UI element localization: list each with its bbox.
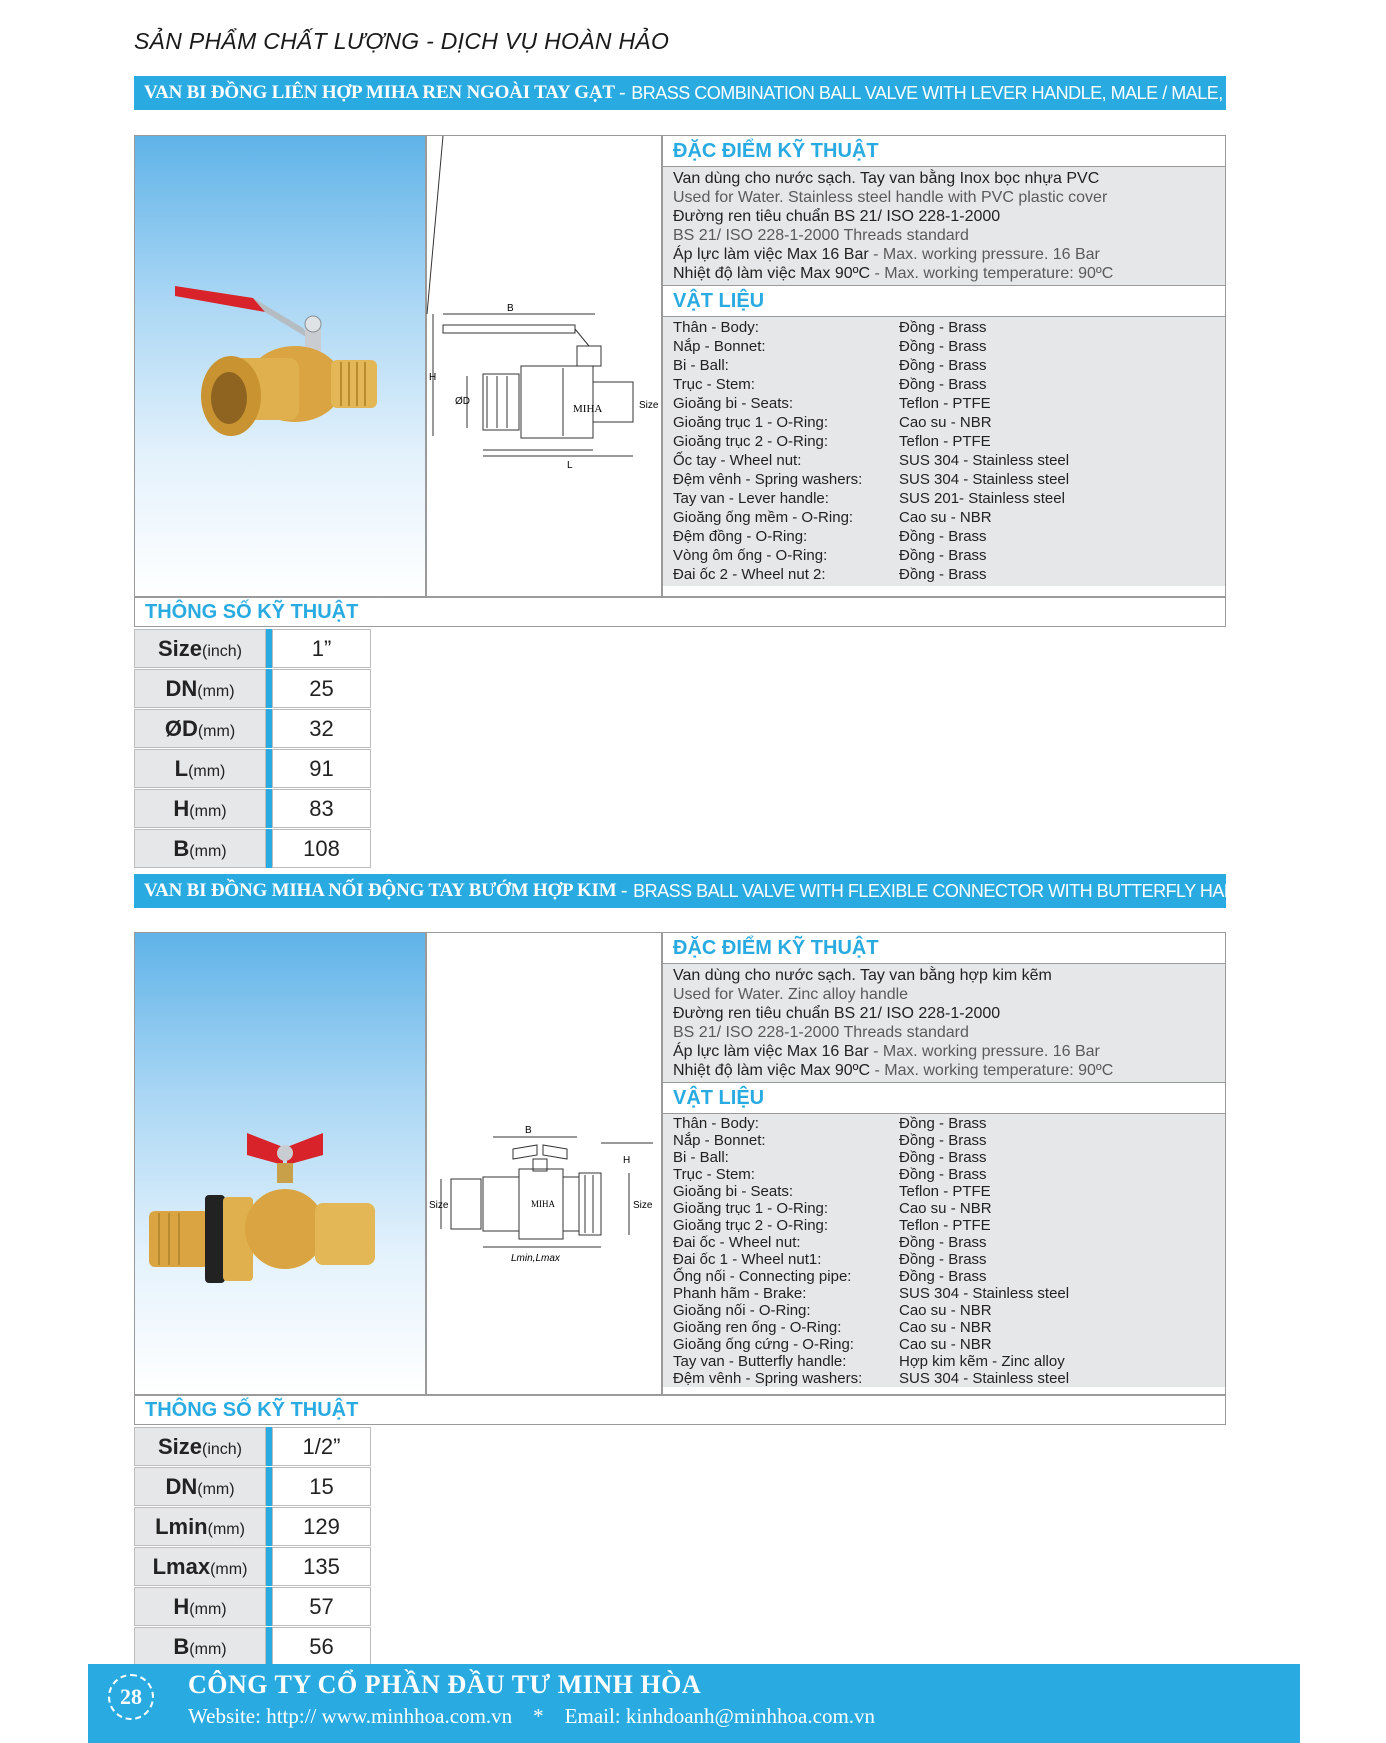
material-part: Thân - Body: <box>673 1115 759 1132</box>
material-part: Tay van - Lever handle: <box>673 490 829 507</box>
material-value: Đồng - Brass <box>899 1234 987 1251</box>
material-value: Đồng - Brass <box>899 528 987 545</box>
material-part: Đai ốc 2 - Wheel nut 2: <box>673 566 826 583</box>
material-row <box>673 1285 1215 1302</box>
product1-features <box>663 167 1225 286</box>
material-row <box>673 432 1215 451</box>
material-row <box>673 1200 1215 1217</box>
product2-params-table <box>134 1427 371 1667</box>
product2-title-vn: VAN BI ĐỒNG MIHA NỐI ĐỘNG TAY BƯỚM HỢP KIM - <box>144 880 628 901</box>
material-row <box>673 1268 1215 1285</box>
param-name: L <box>174 756 189 781</box>
material-value: SUS 304 - Stainless steel <box>899 1285 1070 1302</box>
param-value: 91 <box>272 749 371 788</box>
material-value: Đồng - Brass <box>899 319 987 336</box>
material-value: SUS 304 - Stainless steel <box>899 471 1070 488</box>
material-value: Đồng - Brass <box>899 547 987 564</box>
param-label <box>134 1587 266 1626</box>
param-unit: (mm) <box>210 1561 248 1578</box>
material-row <box>673 1319 1215 1336</box>
feature-pressure-en: - Max. working pressure. 16 Bar <box>868 1043 1100 1060</box>
valve-dimension-drawing <box>427 136 661 596</box>
material-part: Gioăng trục 2 - O-Ring: <box>673 1217 829 1234</box>
product1-technical-drawing <box>426 135 662 597</box>
material-row <box>673 489 1215 508</box>
dim-size-label: Size <box>639 400 659 411</box>
param-unit: (mm) <box>207 1521 245 1538</box>
company-contact: Website: http:// www.minhhoa.com.vn * Email: kinhdoanh@minhhoa.com.vn <box>188 1704 876 1728</box>
product2-features-heading: ĐẶC ĐIỂM KỸ THUẬT <box>663 933 1225 964</box>
material-row <box>673 356 1215 375</box>
param-name: DN <box>165 1474 198 1499</box>
material-part: Bi - Ball: <box>673 1149 729 1166</box>
param-value: 108 <box>272 829 371 868</box>
material-value: Đồng - Brass <box>899 566 987 583</box>
material-part: Bi - Ball: <box>673 357 729 374</box>
param-row <box>134 829 371 868</box>
param-unit: (mm) <box>189 843 227 860</box>
material-row <box>673 470 1215 489</box>
product2-materials-list <box>663 1114 1225 1387</box>
param-name: Lmin <box>155 1514 208 1539</box>
param-value: 1/2” <box>272 1427 371 1466</box>
param-name: H <box>173 1594 190 1619</box>
feature-temp-en: - Max. working temperature: 90ºC <box>870 1062 1114 1079</box>
feature-line: Đường ren tiêu chuẩn BS 21/ ISO 228-1-2000 <box>673 208 1001 225</box>
param-name: DN <box>165 676 198 701</box>
material-row <box>673 508 1215 527</box>
feature-temp-en: - Max. working temperature: 90ºC <box>870 265 1114 282</box>
material-value: Đồng - Brass <box>899 1115 987 1132</box>
material-part: Đệm vênh - Spring washers: <box>673 471 863 488</box>
product1-materials-heading: VẬT LIỆU <box>663 286 1225 317</box>
param-label <box>134 1547 266 1586</box>
material-part: Đai ốc 1 - Wheel nut1: <box>673 1251 822 1268</box>
product2-title-en: BRASS BALL VALVE WITH FLEXIBLE CONNECTOR WITH BUTTERFLY HANDLE, MIHA BRAND <box>633 880 1386 901</box>
material-row <box>673 1336 1215 1353</box>
material-value: Cao su - NBR <box>899 1336 992 1353</box>
material-value: SUS 304 - Stainless steel <box>899 452 1070 469</box>
material-part: Đai ốc - Wheel nut: <box>673 1234 801 1251</box>
param-name: B <box>173 1634 190 1659</box>
drawing-brand-label: MIHA <box>573 403 603 415</box>
feature-line: Đường ren tiêu chuẩn BS 21/ ISO 228-1-2000 <box>673 1005 1001 1022</box>
param-name: ØD <box>164 716 198 741</box>
param-value: 57 <box>272 1587 371 1626</box>
product2-params-heading: THÔNG SỐ KỸ THUẬT <box>134 1395 1226 1425</box>
dim-b-label: B <box>525 1125 532 1136</box>
param-label <box>134 1507 266 1546</box>
param-label <box>134 749 266 788</box>
product1-title-banner <box>134 76 1335 110</box>
material-part: Nắp - Bonnet: <box>673 338 766 355</box>
material-part: Ốc tay - Wheel nut: <box>673 452 802 469</box>
feature-line <box>673 1061 1215 1080</box>
product1-features-heading: ĐẶC ĐIỂM KỸ THUẬT <box>663 136 1225 167</box>
material-row <box>673 1353 1215 1370</box>
material-part: Đệm vênh - Spring washers: <box>673 1370 863 1387</box>
page-footer <box>88 1664 1300 1743</box>
param-unit: (inch) <box>202 643 243 660</box>
product2-technical-drawing <box>426 932 662 1395</box>
material-part: Gioăng ren ống - O-Ring: <box>673 1319 842 1336</box>
dim-size-right-label: Size <box>633 1200 653 1211</box>
material-part: Gioăng trục 1 - O-Ring: <box>673 414 829 431</box>
material-value: Đồng - Brass <box>899 1149 987 1166</box>
param-label <box>134 1467 266 1506</box>
material-row <box>673 1302 1215 1319</box>
material-value: Teflon - PTFE <box>899 1183 991 1200</box>
material-row <box>673 1183 1215 1200</box>
material-value: Cao su - NBR <box>899 414 992 431</box>
material-row <box>673 546 1215 565</box>
param-value: 1” <box>272 629 371 668</box>
param-value: 83 <box>272 789 371 828</box>
material-value: SUS 201- Stainless steel <box>899 490 1065 507</box>
param-name: Size <box>157 636 202 661</box>
param-name: Lmax <box>152 1554 211 1579</box>
material-part: Phanh hãm - Brake: <box>673 1285 807 1302</box>
product1-photo <box>134 135 426 597</box>
feature-line: Van dùng cho nước sạch. Tay van bằng hợp kim kẽm <box>673 967 1052 984</box>
param-row <box>134 1467 371 1506</box>
material-part: Ống nối - Connecting pipe: <box>673 1268 852 1285</box>
material-row <box>673 1149 1215 1166</box>
param-unit: (mm) <box>197 683 235 700</box>
material-part: Tay van - Butterfly handle: <box>673 1353 847 1370</box>
material-row <box>673 1251 1215 1268</box>
material-row <box>673 394 1215 413</box>
material-row <box>673 413 1215 432</box>
material-row <box>673 318 1215 337</box>
feature-line <box>673 245 1215 264</box>
param-row <box>134 1427 371 1466</box>
param-name: Size <box>157 1434 202 1459</box>
param-row <box>134 1627 371 1666</box>
param-label <box>134 629 266 668</box>
material-row <box>673 1234 1215 1251</box>
product2-title-banner <box>134 874 1386 908</box>
product2-features <box>663 964 1225 1083</box>
material-value: Đồng - Brass <box>899 357 987 374</box>
feature-pressure-vn: Áp lực làm việc Max 16 Bar <box>673 1043 869 1060</box>
product2-materials-heading: VẬT LIỆU <box>663 1083 1225 1114</box>
dim-h-label: H <box>623 1155 631 1166</box>
material-value: Đồng - Brass <box>899 376 987 393</box>
param-row <box>134 629 371 668</box>
product2-photo <box>134 932 426 1395</box>
param-unit: (mm) <box>189 1641 227 1658</box>
param-unit: (inch) <box>202 1441 243 1458</box>
param-label <box>134 669 266 708</box>
material-row <box>673 1132 1215 1149</box>
product1-materials-list <box>663 317 1225 586</box>
param-name: H <box>173 796 190 821</box>
feature-line <box>673 1042 1215 1061</box>
material-value: Cao su - NBR <box>899 1302 992 1319</box>
material-row <box>673 1166 1215 1183</box>
param-value: 32 <box>272 709 371 748</box>
product1-params-heading: THÔNG SỐ KỸ THUẬT <box>134 597 1226 627</box>
valve-dimension-drawing <box>427 933 661 1394</box>
dim-h-label: H <box>429 372 437 383</box>
product1-params-table <box>134 629 371 869</box>
drawing-brand-label: MIHA <box>531 1199 555 1209</box>
param-unit: (mm) <box>189 1601 227 1618</box>
param-row <box>134 709 371 748</box>
material-value: Cao su - NBR <box>899 1319 992 1336</box>
material-part: Gioăng trục 1 - O-Ring: <box>673 1200 829 1217</box>
param-row <box>134 1547 371 1586</box>
param-value: 56 <box>272 1627 371 1666</box>
material-value: Cao su - NBR <box>899 509 992 526</box>
param-label <box>134 709 266 748</box>
product1-title-vn: VAN BI ĐỒNG LIÊN HỢP MIHA REN NGOÀI TAY GẠT - <box>144 82 626 103</box>
param-row <box>134 669 371 708</box>
material-value: SUS 304 - Stainless steel <box>899 1370 1070 1387</box>
material-value: Đồng - Brass <box>899 1251 987 1268</box>
material-value: Hợp kim kẽm - Zinc alloy <box>899 1353 1065 1370</box>
dim-d-label: ØD <box>455 396 470 407</box>
param-unit: (mm) <box>189 803 227 820</box>
material-row <box>673 565 1215 584</box>
material-row <box>673 527 1215 546</box>
material-value: Teflon - PTFE <box>899 433 991 450</box>
material-row <box>673 375 1215 394</box>
param-row <box>134 749 371 788</box>
param-label <box>134 829 266 868</box>
material-value: Teflon - PTFE <box>899 1217 991 1234</box>
material-part: Vòng ôm ống - O-Ring: <box>673 547 828 564</box>
param-row <box>134 1587 371 1626</box>
material-row <box>673 1370 1215 1387</box>
feature-line: Van dùng cho nước sạch. Tay van bằng Inox bọc nhựa PVC <box>673 170 1100 187</box>
param-value: 129 <box>272 1507 371 1546</box>
param-value: 15 <box>272 1467 371 1506</box>
material-row <box>673 451 1215 470</box>
param-unit: (mm) <box>197 1481 235 1498</box>
param-label <box>134 789 266 828</box>
material-part: Trục - Stem: <box>673 1166 755 1183</box>
param-row <box>134 1507 371 1546</box>
page-slogan: SẢN PHẨM CHẤT LƯỢNG - DỊCH VỤ HOÀN HẢO <box>134 28 670 54</box>
feature-temp-vn: Nhiệt độ làm việc Max 90ºC <box>673 1062 871 1079</box>
material-value: Cao su - NBR <box>899 1200 992 1217</box>
material-value: Đồng - Brass <box>899 338 987 355</box>
param-value: 25 <box>272 669 371 708</box>
material-part: Gioăng nối - O-Ring: <box>673 1302 811 1319</box>
feature-line: BS 21/ ISO 228-1-2000 Threads standard <box>673 1024 969 1041</box>
material-row <box>673 1217 1215 1234</box>
param-value: 135 <box>272 1547 371 1586</box>
material-part: Nắp - Bonnet: <box>673 1132 766 1149</box>
dim-b-label: B <box>507 303 514 314</box>
dim-lminmax-label: Lmin,Lmax <box>511 1253 560 1264</box>
page-number-badge: 28 <box>108 1674 154 1720</box>
dim-l-label: L <box>567 460 573 471</box>
material-value: Đồng - Brass <box>899 1268 987 1285</box>
material-part: Thân - Body: <box>673 319 759 336</box>
material-value: Đồng - Brass <box>899 1132 987 1149</box>
butterfly-ball-valve-image <box>135 933 425 1394</box>
material-value: Teflon - PTFE <box>899 395 991 412</box>
lever-ball-valve-image <box>135 136 425 596</box>
material-part: Gioăng ống mềm - O-Ring: <box>673 509 854 526</box>
material-part: Gioăng ống cứng - O-Ring: <box>673 1336 854 1353</box>
param-unit: (mm) <box>197 723 236 740</box>
material-part: Gioăng bi - Seats: <box>673 1183 794 1200</box>
param-name: B <box>173 836 190 861</box>
param-row <box>134 789 371 828</box>
param-unit: (mm) <box>188 763 226 780</box>
material-value: Đồng - Brass <box>899 1166 987 1183</box>
material-part: Gioăng trục 2 - O-Ring: <box>673 433 829 450</box>
product2-specs-panel <box>662 932 1226 1395</box>
feature-pressure-vn: Áp lực làm việc Max 16 Bar <box>673 246 869 263</box>
dim-size-left-label: Size <box>429 1200 449 1211</box>
material-part: Trục - Stem: <box>673 376 755 393</box>
feature-temp-vn: Nhiệt độ làm việc Max 90ºC <box>673 265 871 282</box>
feature-pressure-en: - Max. working pressure. 16 Bar <box>868 246 1100 263</box>
company-name: CÔNG TY CỔ PHẦN ĐẦU TƯ MINH HÒA <box>188 1670 702 1699</box>
param-label <box>134 1427 266 1466</box>
material-part: Gioăng bi - Seats: <box>673 395 794 412</box>
product1-specs-panel <box>662 135 1226 597</box>
feature-line: BS 21/ ISO 228-1-2000 Threads standard <box>673 227 969 244</box>
product1-title-en: BRASS COMBINATION BALL VALVE WITH LEVER HANDLE, MALE / MALE, MIHA BRAND <box>631 82 1335 103</box>
material-part: Đệm đồng - O-Ring: <box>673 528 808 545</box>
feature-line <box>673 264 1215 283</box>
material-row <box>673 1115 1215 1132</box>
feature-line: Used for Water. Stainless steel handle with PVC plastic cover <box>673 189 1108 206</box>
param-label <box>134 1627 266 1666</box>
material-row <box>673 337 1215 356</box>
feature-line: Used for Water. Zinc alloy handle <box>673 986 909 1003</box>
